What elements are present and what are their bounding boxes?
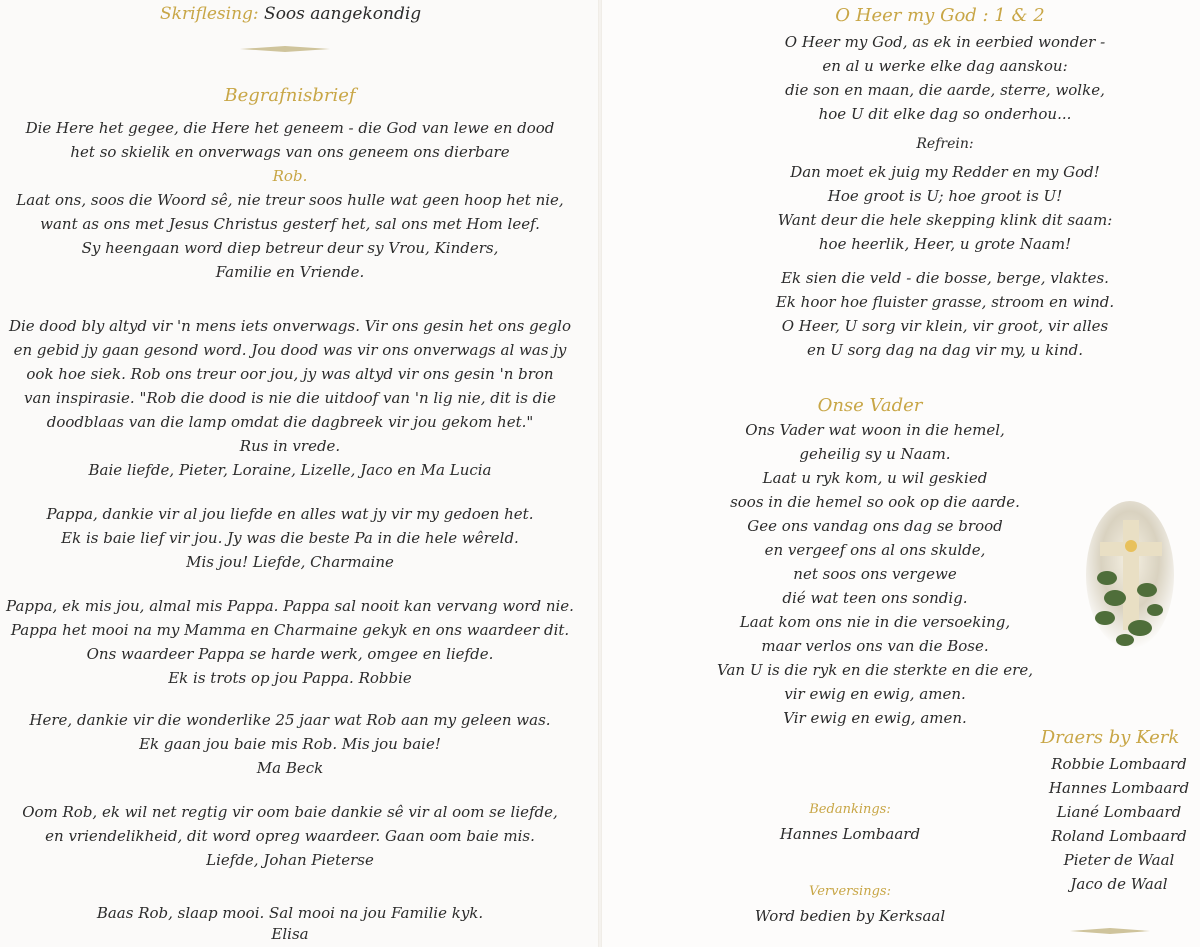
refreshments-block [740,880,960,928]
list-item: Robbie Lombaard [1051,755,1187,773]
text-line: want as ons met Jesus Christus gesterf het, sal ons met Hom leef. [40,215,540,233]
refreshments-text: Word bedien by Kerksaal [754,907,946,925]
text-line: Ek sien die veld - die bosse, berge, vlaktes. [781,269,1109,287]
text-line: dié wat teen ons sondig. [782,589,968,607]
text-line: Gee ons vandag ons dag se brood [747,517,1003,535]
text-line: Van U is die ryk en die sterkte en die ere, [717,661,1033,679]
text-line: Baie liefde, Pieter, Loraine, Lizelle, Jaco en Ma Lucia [88,461,492,479]
text-line: maar verlos ons van die Bose. [761,637,989,655]
bearers-list [1038,752,1200,896]
page-fold [598,0,602,947]
text-line: Oom Rob, ek wil net regtig vir oom baie dankie sê vir al oom se liefde, [22,803,558,821]
message-charmaine [0,502,580,574]
intro-block [0,116,580,284]
text-line: Pappa, dankie vir al jou liefde en alles wat jy vir my gedoen het. [46,505,534,523]
text-line: Laat ons, soos die Woord sê, nie treur soos hulle wat geen hoop het nie, [16,191,564,209]
text-line: Ma Beck [256,759,324,777]
list-item: Hannes Lombaard [1048,779,1190,797]
text-line: en al u werke elke dag aanskou: [822,57,1068,75]
letter-title: Begrafnisbrief [224,85,356,106]
text-line: die son en maan, die aarde, sterre, wolke, [785,81,1105,99]
text-line: hoe U dit elke dag so onderhou... [818,105,1072,123]
hymn-title: O Heer my God : 1 & 2 [835,5,1045,26]
refrain-label: Refrein: [916,136,974,152]
reading-text: Soos aangekondig [264,4,422,24]
text-line: Ek is trots op jou Pappa. Robbie [168,669,412,687]
message-family [0,314,580,482]
reading-line [160,2,420,26]
message-johan [0,800,580,872]
text-line: Ons Vader wat woon in die hemel, [745,421,1005,439]
cross-with-ivy-icon [1085,500,1175,650]
text-line: en gebid jy gaan gesond word. Jou dood was vir ons onverwags al was jy [13,341,567,359]
list-item: Jaco de Waal [1070,875,1168,893]
message-ma-beck [0,708,580,780]
text-line: Elisa [271,925,309,943]
list-item: Pieter de Waal [1063,851,1175,869]
text-line: Laat kom ons nie in die versoeking, [739,613,1011,631]
deceased-name: Rob. [272,167,308,185]
message-robbie [0,594,580,690]
text-line: en vriendelikheid, dit word opreg waardeer. Gaan oom baie mis. [45,827,535,845]
text-line: Die Here het gegee, die Here het geneem - die God van lewe en dood [25,119,555,137]
text-line: Pappa het mooi na my Mamma en Charmaine gekyk en ons waardeer dit. [10,621,570,639]
text-line: Laat u ryk kom, u wil geskied [762,469,988,487]
text-line: Sy heengaan word diep betreur deur sy Vrou, Kinders, [81,239,499,257]
text-line: geheilig sy u Naam. [799,445,951,463]
prayer-body [705,418,1045,730]
text-line: en vergeef ons al ons skulde, [764,541,986,559]
text-line: Dan moet ek juig my Redder en my God! [790,163,1100,181]
text-line: Baas Rob, slaap mooi. Sal mooi na jou Familie kyk. [96,904,484,922]
text-line: Hoe groot is U; hoe groot is U! [827,187,1063,205]
text-line: hoe heerlik, Heer, u grote Naam! [818,235,1072,253]
prayer-title: Onse Vader [817,395,923,416]
hymn-verse-1 [760,30,1130,126]
ornament-divider [1070,928,1150,934]
reading-label: Skriflesing: [160,4,259,24]
text-line: Die dood bly altyd vir 'n mens iets onverwags. Vir ons gesin het ons geglo [8,317,571,335]
text-line: soos in die hemel so ook op die aarde. [730,493,1020,511]
text-line: Pappa, ek mis jou, almal mis Pappa. Pappa sal nooit kan vervang word nie. [6,597,574,615]
text-line: Here, dankie vir die wonderlike 25 jaar wat Rob aan my geleen was. [29,711,551,729]
text-line: O Heer my God, as ek in eerbied wonder - [784,33,1106,51]
text-line: net soos ons vergewe [793,565,957,583]
text-line: doodblaas van die lamp omdat die dagbreek vir jou gekom het." [46,413,534,431]
text-line: van inspirasie. "Rob die dood is nie die uitdoof van 'n lig nie, dit is die [24,389,556,407]
text-line: Ons waardeer Pappa se harde werk, omgee en liefde. [86,645,494,663]
text-line: en U sorg dag na dag vir my, u kind. [807,341,1083,359]
text-line: Vir ewig en ewig, amen. [783,709,967,727]
text-line: Ek gaan jou baie mis Rob. Mis jou baie! [139,735,441,753]
thanks-name: Hannes Lombaard [779,825,921,843]
text-line: vir ewig en ewig, amen. [784,685,966,703]
text-line: Familie en Vriende. [215,263,365,281]
thanks-label: Bedankings: [809,802,891,817]
message-elisa [0,903,580,945]
text-line: Ek hoor hoe fluister grasse, stroom en wind. [775,293,1115,311]
hymn-verse-2 [760,266,1130,362]
text-line: O Heer, U sorg vir klein, vir groot, vir alles [781,317,1109,335]
text-line: Mis jou! Liefde, Charmaine [186,553,394,571]
refrain [760,160,1130,256]
refreshments-label: Verversings: [809,884,891,899]
text-line: Ek is baie lief vir jou. Jy was die beste Pa in die hele wêreld. [61,529,519,547]
text-line: Rus in vrede. [239,437,341,455]
bearers-title: Draers by Kerk [1040,727,1180,748]
text-line: ook hoe siek. Rob ons treur oor jou, jy was altyd vir ons gesin 'n bron [26,365,554,383]
text-line: Want deur die hele skepping klink dit saam: [777,211,1113,229]
list-item: Roland Lombaard [1051,827,1187,845]
list-item: Liané Lombaard [1056,803,1182,821]
text-line: het so skielik en onverwags van ons geneem ons dierbare [70,143,510,161]
text-line: Liefde, Johan Pieterse [206,851,374,869]
thanks-block [760,798,940,846]
ornament-divider [240,46,330,52]
